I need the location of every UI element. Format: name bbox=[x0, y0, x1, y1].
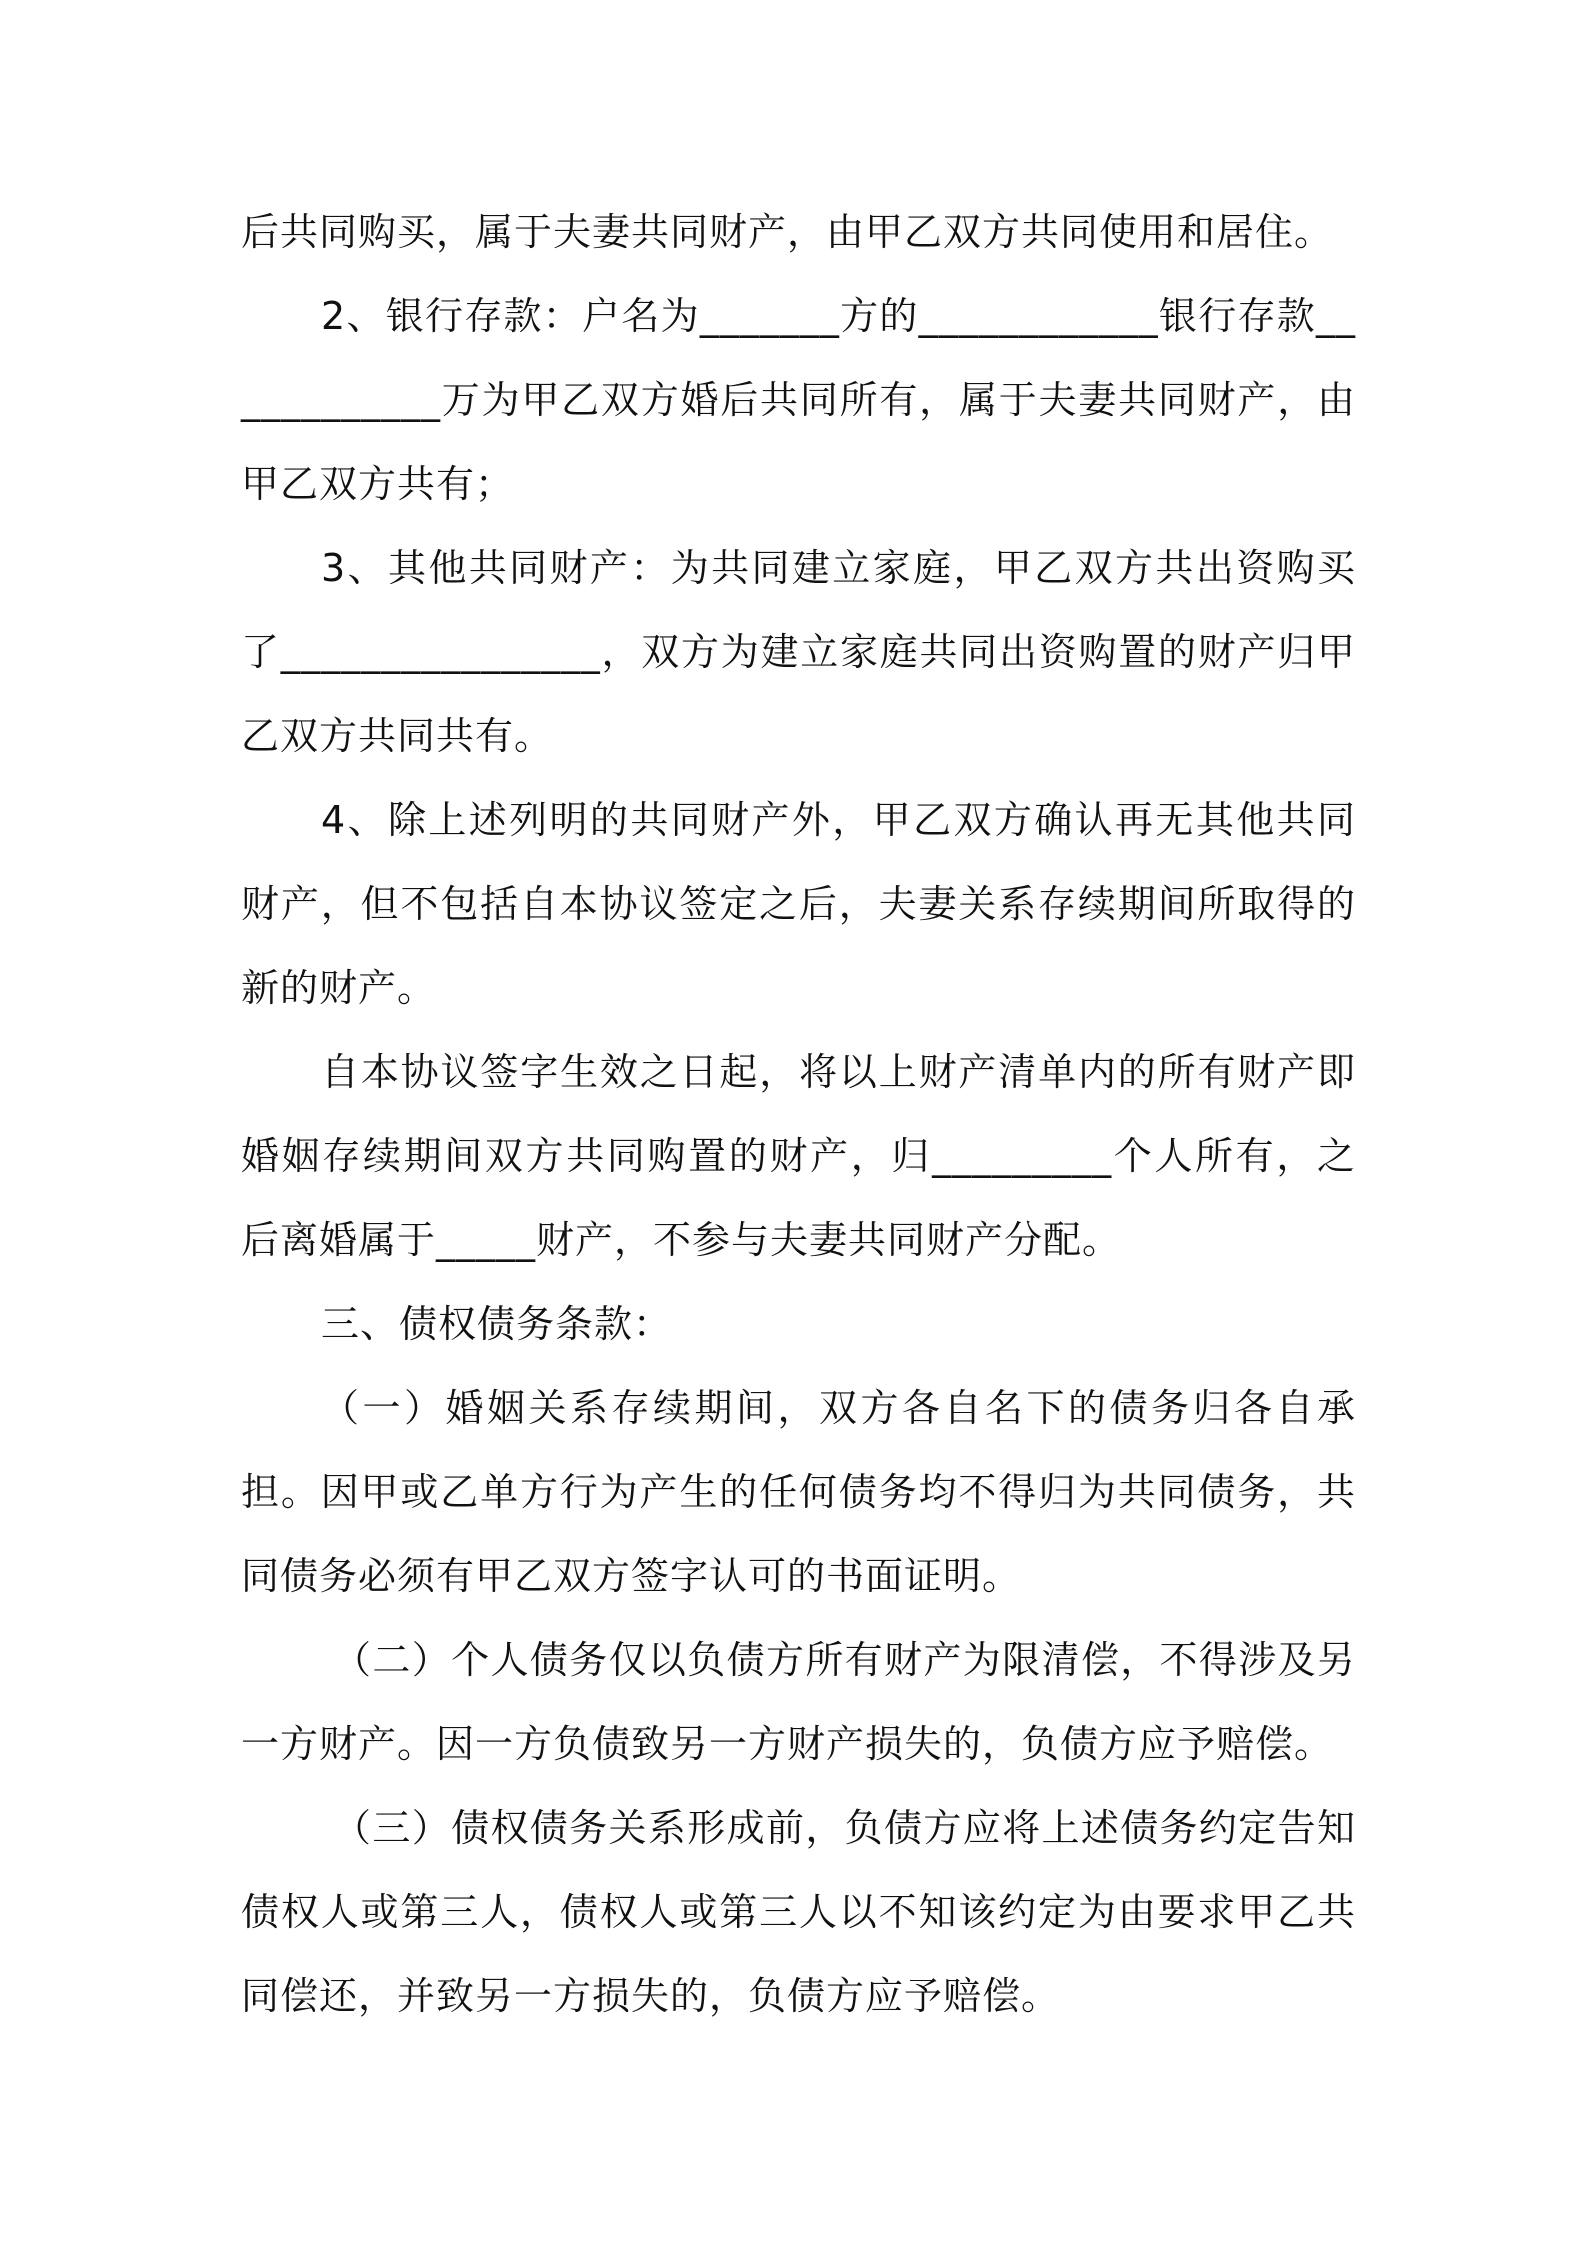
paragraph-bank-deposit: 2、银行存款：户名为_______方的____________银行存款____________万为甲乙双方婚后共同所有，属于夫妻共同财产，由甲乙双方共有； bbox=[241, 294, 1356, 506]
paragraph-continuation: 后共同购买，属于夫妻共同财产，由甲乙双方共同使用和居住。 bbox=[241, 210, 1334, 254]
paragraph-debt-clause-1: （一）婚姻关系存续期间，双方各自名下的债务归各自承担。因甲或乙单方行为产生的任何债务均不得归为共同债务，共同债务必须有甲乙双方签字认可的书面证明。 bbox=[241, 1386, 1356, 1598]
paragraph-no-other-property: 4、除上述列明的共同财产外，甲乙双方确认再无其他共同财产，但不包括自本协议签定之后，夫妻关系存续期间所取得的新的财产。 bbox=[241, 798, 1356, 1010]
paragraph-other-property: 3、其他共同财产：为共同建立家庭，甲乙双方共出资购买了________________，双方为建立家庭共同出资购置的财产归甲乙双方共同共有。 bbox=[241, 546, 1356, 758]
section-heading-debts: 三、债权债务条款： bbox=[321, 1302, 673, 1346]
document-body bbox=[241, 190, 1356, 2038]
paragraph-debt-clause-3: （三）债权债务关系形成前，负债方应将上述债务约定告知债权人或第三人，债权人或第三人以不知该约定为由要求甲乙共同偿还，并致另一方损失的，负债方应予赔偿。 bbox=[241, 1806, 1356, 2018]
paragraph-effective-date: 自本协议签字生效之日起，将以上财产清单内的所有财产即婚姻存续期间双方共同购置的财产，归_________个人所有，之后离婚属于_____财产，不参与夫妻共同财产分配。 bbox=[241, 1050, 1356, 1262]
paragraph-debt-clause-2: （二）个人债务仅以负债方所有财产为限清偿，不得涉及另一方财产。因一方负债致另一方财产损失的，负债方应予赔偿。 bbox=[241, 1638, 1356, 1766]
